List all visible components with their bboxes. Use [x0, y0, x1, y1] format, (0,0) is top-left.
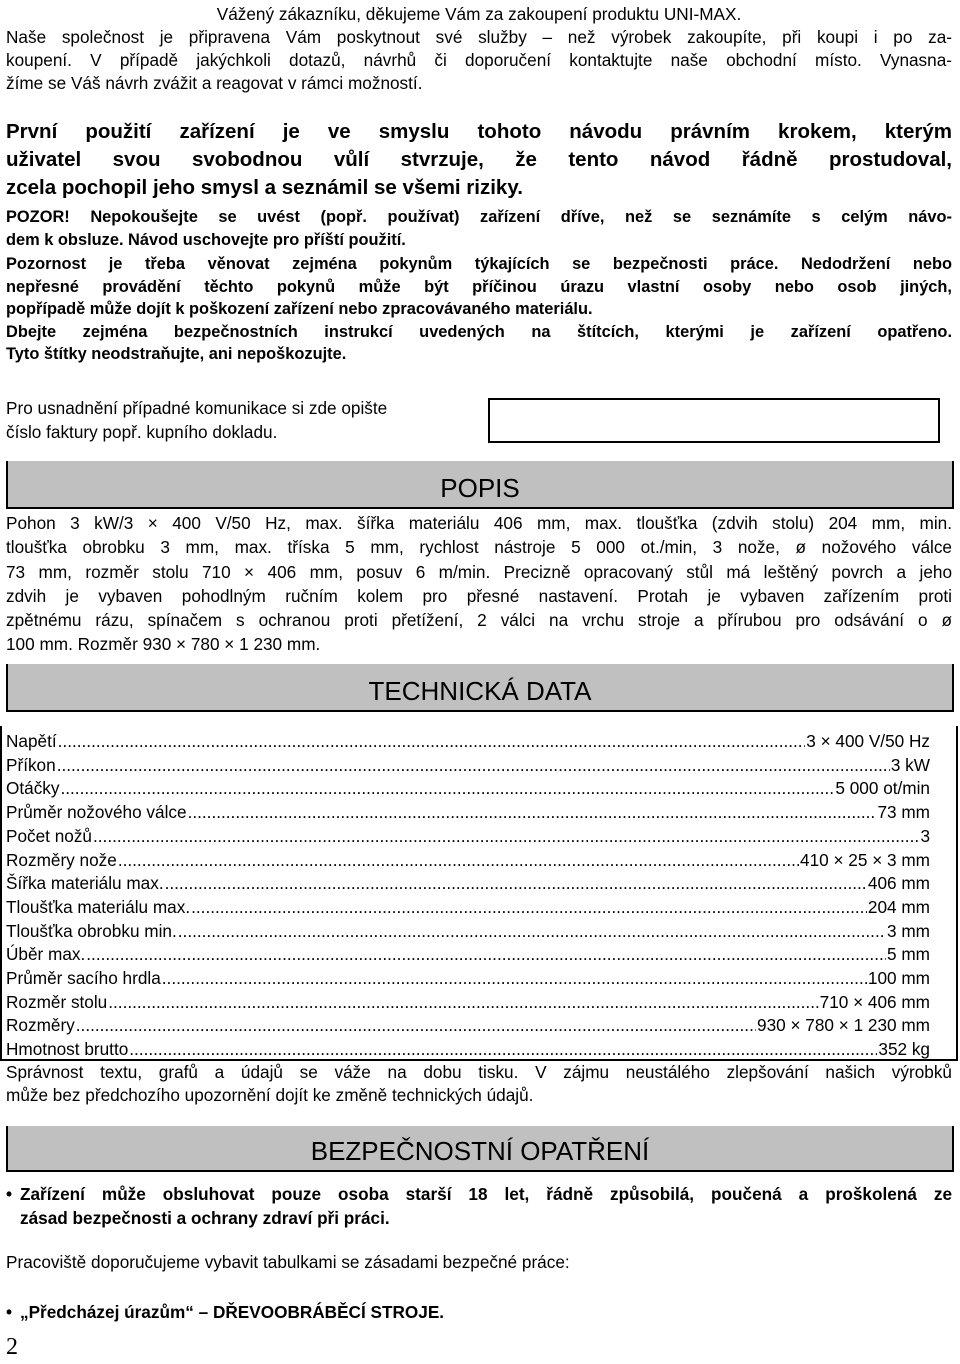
section-title: POPIS	[440, 473, 520, 503]
legal-line: uživatel svou svobodnou vůlí stvrzuje, že tento návod řádně prostudoval,	[6, 148, 952, 171]
safety-bullet	[6, 1300, 952, 1326]
spec-leader	[60, 777, 834, 801]
spec-row	[6, 991, 930, 1015]
safety-bullet	[6, 1182, 952, 1232]
warning-line	[6, 206, 952, 229]
safety-attention-line: nepřesné provádění těchto pokynů může být příčinou úrazu vlastní osoby nebo osob jiných,	[6, 277, 952, 296]
spec-leader	[188, 801, 877, 825]
spec-row	[6, 1038, 930, 1062]
description-line: tloušťka obrobku 3 mm, max. tříska 5 mm, rychlost nástroje 5 000 ot./min, 3 nože, ø nožového válce	[6, 537, 952, 558]
workplace-recommendation: Pracoviště doporučujeme vybavit tabulkami se zásadami bezpečné práce:	[6, 1252, 570, 1272]
spec-row	[6, 777, 930, 801]
warning-block	[6, 206, 952, 366]
section-header-popis	[6, 461, 954, 509]
spec-row	[6, 754, 930, 778]
spec-row	[6, 943, 930, 967]
page-number: 2	[6, 1334, 18, 1360]
spec-value: 410 × 25 × 3 mm	[800, 849, 930, 870]
spec-label: Průměr sacího hrdla	[6, 968, 161, 989]
bullet-icon: •	[6, 1302, 13, 1322]
invoice-number-box[interactable]	[488, 398, 940, 443]
spec-label: Tloušťka materiálu max.	[6, 896, 191, 917]
spec-value: 73 mm	[877, 802, 930, 823]
legal-line: zcela pochopil jeho smysl a seznámil se všemi riziky.	[6, 176, 523, 199]
spec-leader	[58, 730, 806, 754]
intro-line: Naše společnost je připravena Vám poskytnout své služby – než výrobek zakoupíte, při koupi i po za-	[6, 27, 952, 47]
spec-value: 3 kW	[890, 754, 930, 775]
spec-row	[6, 920, 930, 944]
note-line: Správnost textu, grafů a údajů se váže na dobu tisku. V zájmu neustálého zlepšování našich výrobků	[6, 1062, 952, 1082]
bullet-line: zásad bezpečnosti a ochrany zdraví při práci.	[20, 1208, 390, 1228]
machine-category: – DŘEVOOBRÁBĚCÍ STROJE.	[198, 1302, 445, 1322]
section-title: BEZPEČNOSTNÍ OPATŘENÍ	[310, 1136, 650, 1166]
spec-label: Rozměry	[6, 1015, 75, 1036]
note-line: může bez předchozího upozornění dojít ke změně technických údajů.	[6, 1085, 534, 1105]
description-paragraph	[6, 511, 952, 657]
spec-leader	[162, 967, 867, 991]
spec-label: Napětí	[6, 731, 57, 751]
intro-line: žíme se Váš návrh zvážit a reagovat v rámci možností.	[6, 73, 423, 93]
spec-leader	[76, 1014, 756, 1038]
invoice-line: číslo faktury popř. kupního dokladu.	[6, 422, 278, 442]
legal-statement	[6, 118, 952, 202]
spec-row	[6, 801, 930, 825]
spec-value: 5 mm	[887, 944, 930, 965]
spec-label: Rozměr stolu	[6, 991, 108, 1012]
description-line: zdvih je vybaven pohodlným ručním kolem pro přesné nastavení. Protah je vybaven zařízením proti	[6, 585, 952, 606]
spec-label: Příkon	[6, 754, 56, 775]
section-header-technical	[6, 664, 954, 712]
spec-label: Tloušťka obrobku min.	[6, 920, 177, 941]
spec-row	[6, 849, 930, 873]
spec-label: Rozměry nože	[6, 849, 117, 870]
spec-value: 710 × 406 mm	[819, 991, 930, 1012]
spec-value: 352 kg	[878, 1039, 930, 1060]
safety-attention-line: Pozornost je třeba věnovat zejména pokynům týkajících se bezpečnosti práce. Nedodržení nebo	[6, 255, 952, 273]
invoice-instruction	[6, 396, 387, 444]
spec-value: 100 mm	[867, 968, 930, 989]
spec-row	[6, 825, 930, 849]
intro-line: koupení. V případě jakýchkoli dotazů, návrhů či doporučení kontaktujte naše obchodní místo. Vynasna-	[6, 50, 952, 70]
spec-label: Otáčky	[6, 778, 60, 799]
intro-line: Vážený zákazníku, děkujeme Vám za zakoupení produktu UNI-MAX.	[216, 4, 742, 24]
label-instruction-line: Dbejte zejména bezpečnostních instrukcí uvedených na štítcích, kterými je zařízení opatřeno.	[6, 322, 952, 341]
spec-leader	[118, 849, 799, 873]
spec-row	[6, 1014, 930, 1038]
quoted-title: „Předcházej úrazům“	[20, 1302, 194, 1322]
spec-label: Šířka materiálu max.	[6, 873, 164, 894]
spec-row	[6, 730, 930, 754]
description-line: Pohon 3 kW/3 × 400 V/50 Hz, max. šířka materiálu 406 mm, max. tloušťka (zdvih stolu) 204 mm, min.	[6, 513, 952, 533]
spec-leader	[93, 825, 919, 849]
legal-line: První použití zařízení je ve smyslu tohoto návodu právním krokem, kterým	[6, 120, 952, 143]
bullet-text	[20, 1182, 952, 1230]
disclaimer-note	[6, 1061, 952, 1107]
spec-row	[6, 967, 930, 991]
spec-row	[6, 872, 930, 896]
bullet-text	[20, 1300, 952, 1324]
spec-row	[6, 896, 930, 920]
spec-value: 3 × 400 V/50 Hz	[806, 731, 930, 751]
spec-value: 3	[920, 825, 930, 846]
spec-leader	[86, 943, 886, 967]
spec-value: 3 mm	[887, 920, 930, 941]
invoice-line: Pro usnadnění případné komunikace si zde opište	[6, 398, 388, 418]
spec-value: 204 mm	[867, 896, 930, 917]
spec-leader	[129, 1038, 877, 1062]
spec-leader	[178, 920, 886, 944]
bullet-icon: •	[6, 1184, 13, 1204]
label-instruction-line: Tyto štítky neodstraňujte, ani nepoškozujte.	[6, 345, 347, 363]
intro-paragraph	[6, 3, 952, 95]
warning-line: dem k obsluze. Návod uschovejte pro příští použití.	[6, 230, 406, 249]
bullet-line: Zařízení může obsluhovat pouze osoba starší 18 let, řádně způsobilá, poučená a proškolená ze	[20, 1184, 952, 1204]
spec-value: 406 mm	[867, 873, 930, 894]
description-line: 73 mm, rozměr stolu 710 × 406 mm, posuv 6 m/min. Precizně opracovaný stůl má leštěný povrch a jeho	[6, 561, 952, 582]
spec-leader	[108, 991, 818, 1015]
section-header-safety	[6, 1126, 954, 1172]
spec-label: Hmotnost brutto	[6, 1039, 129, 1060]
warning-text: Nepokoušejte se uvést (popř. používat) zařízení dříve, než se seznámíte s celým návo-	[90, 208, 952, 226]
spec-leader	[191, 896, 867, 920]
spec-value: 5 000 ot/min	[835, 778, 930, 799]
spec-leader	[165, 872, 867, 896]
section-title: TECHNICKÁ DATA	[368, 676, 592, 706]
specs-list	[6, 730, 930, 1062]
spec-label: Počet nožů	[6, 825, 92, 846]
description-line: 100 mm. Rozměr 930 × 780 × 1 230 mm.	[6, 634, 321, 655]
spec-label: Úběr max.	[6, 944, 86, 965]
spec-leader	[57, 754, 890, 778]
safety-attention-line: popřípadě může dojít k poškození zařízení nebo zpracovávaného materiálu.	[6, 300, 593, 318]
description-line: zpětnému rázu, spínačem s ochranou proti přetížení, 2 válci na vrchu stroje a přírubou pro odsávání o ø	[6, 610, 952, 631]
spec-label: Průměr nožového válce	[6, 802, 187, 823]
pozor-label: POZOR!	[6, 208, 70, 226]
spec-value: 930 × 780 × 1 230 mm	[757, 1015, 930, 1036]
